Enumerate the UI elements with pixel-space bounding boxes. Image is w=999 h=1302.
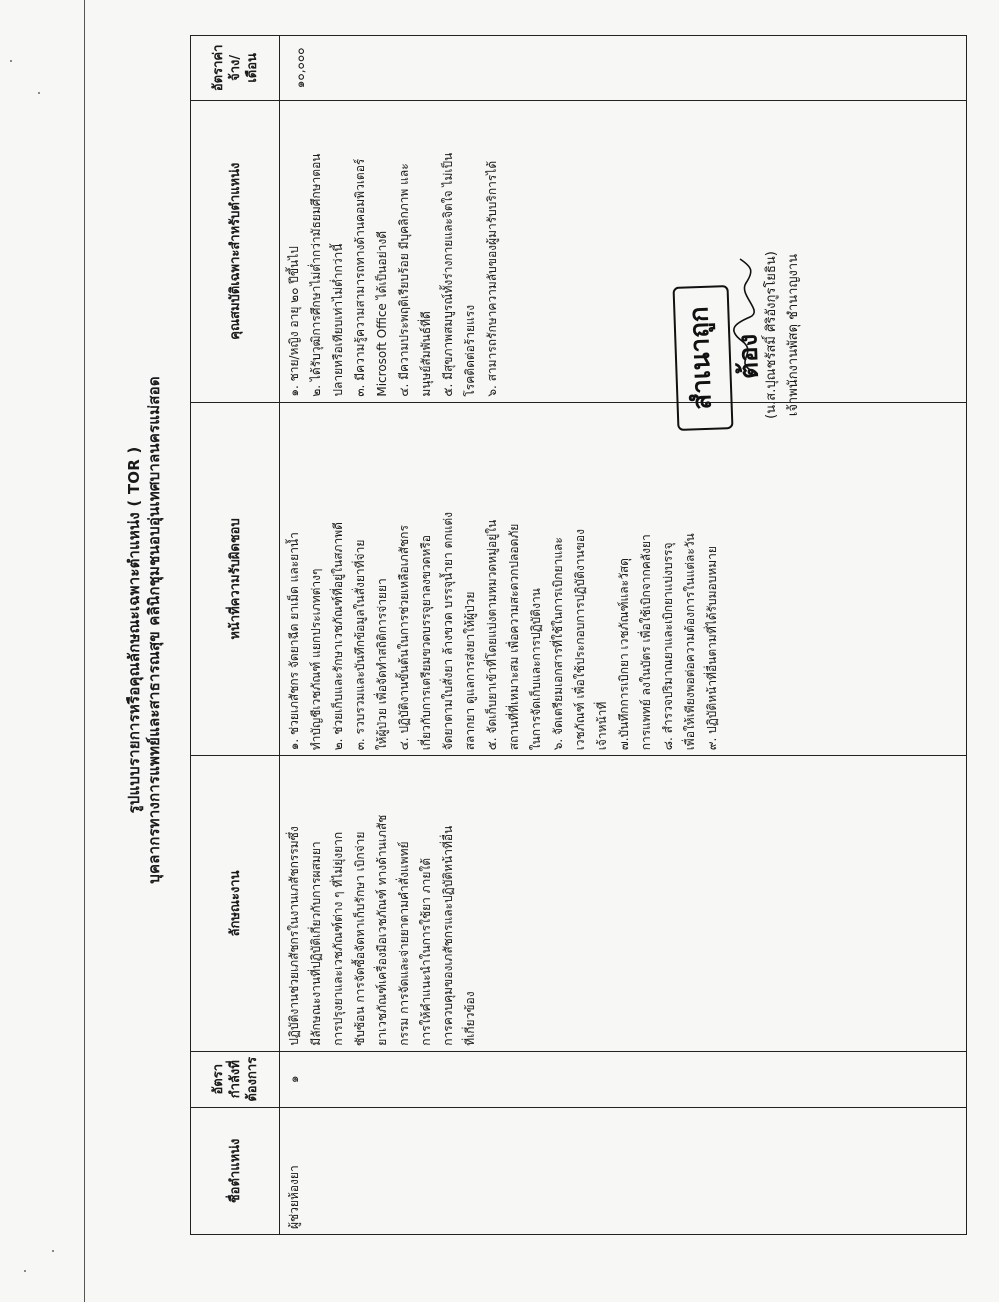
characteristics-line: ซับซ้อน การจัดซื้อจัดหาเก็บรักษา เบิกจ่าย bbox=[353, 831, 367, 1046]
duty-line: ในการจัดเก็บและการปฏิบัติงาน bbox=[529, 588, 543, 751]
scan-speck bbox=[52, 1250, 54, 1252]
scan-border-line bbox=[84, 0, 85, 1302]
duty-line: สลากยา ดูแลการส่งยาให้ผู้ป่วย bbox=[463, 591, 477, 751]
header-rate: อัตรากำลังที่ต้องการ bbox=[191, 1051, 280, 1107]
header-characteristics: ลักษณะงาน bbox=[191, 756, 280, 1051]
duty-line: จัดยาตามใบสั่งยา ล้างขวด บรรจุน้ำยา ตกแต่ง bbox=[441, 512, 455, 751]
tor-table bbox=[190, 35, 967, 1235]
characteristics-line: มีลักษณะงานที่ปฏิบัติเกี่ยวกับการผสมยา bbox=[309, 841, 323, 1046]
duty-line: ๓. รวบรวมและบันทึกข้อมูลในสั่งยาที่จ่าย bbox=[353, 539, 367, 751]
duty-line: เจ้าหน้าที่ bbox=[595, 701, 609, 751]
characteristics-line: กรรม การจัดและจ่ายยาตามคำสั่งแพทย์ bbox=[397, 841, 411, 1046]
scan-speck bbox=[24, 1270, 26, 1272]
duty-line: ทำบัญชีเวชภัณฑ์ แยกประเภทต่างๆ bbox=[309, 568, 323, 751]
characteristics-line: การให้คำแนะนำในการใช้ยา ภายใต้ bbox=[419, 857, 433, 1046]
duty-line: สถานที่ที่เหมาะสม เพื่อความสะดวกปลอดภัย bbox=[507, 523, 521, 751]
cell-duties bbox=[280, 402, 967, 756]
qualification-line: มนุษย์สัมพันธ์ที่ดี bbox=[419, 311, 433, 397]
duty-line: การแพทย์ ลงในบัตร เพื่อใช้เบิกจากคลังยา bbox=[639, 534, 653, 751]
qualification-line: Microsoft Office ได้เป็นอย่างดี bbox=[375, 230, 389, 397]
duty-line: ๒. ช่วยเก็บและรักษาเวชภัณฑ์ที่อยู่ในสภาพดี bbox=[331, 522, 345, 751]
cell-qualifications bbox=[280, 100, 967, 402]
duty-line: ๗.บันทึกการเบิกยา เวชภัณฑ์และวัสดุ bbox=[617, 558, 631, 751]
characteristics-line: ยาเวชภัณฑ์เครื่องมือเวชภัณฑ์ ทางด้านเภสัช bbox=[375, 814, 389, 1046]
qualification-line: ๑. ชาย/หญิง อายุ ๒๐ ปีขึ้นไป bbox=[287, 246, 301, 397]
characteristics-line: ปฏิบัติงานช่วยเภสัชกรในงานเภสัชกรรมซึ่ง bbox=[287, 826, 301, 1046]
cell-position: ผู้ช่วยห้องยา bbox=[280, 1107, 967, 1234]
characteristics-line: การปรุงยาและเวชภัณฑ์ต่าง ๆ ที่ไม่ยุ่งยาก bbox=[331, 831, 345, 1046]
characteristics-line: การควบคุมของเภสัชกรและปฏิบัติหน้าที่อื่น bbox=[441, 825, 455, 1046]
signer-title: เจ้าพนักงานพัสดุ ชำนาญงาน bbox=[786, 253, 801, 417]
header-salary: อัตราค่าจ้าง/เดือน bbox=[191, 36, 280, 101]
header-position: ชื่อตำแหน่ง bbox=[191, 1107, 280, 1234]
scan-speck bbox=[38, 92, 40, 94]
document-subtitle: บุคลากรทางการแพทย์และสาธารณสุข คลินิกชุมชนอบอุ่นเทศบาลนครแม่สอด bbox=[145, 376, 163, 884]
cell-characteristics bbox=[280, 756, 967, 1051]
duty-line: เกี่ยวกับการเตรียมขวดบรรจุยาลงขวดหรือ bbox=[419, 534, 433, 751]
header-duties: หน้าที่ความรับผิดชอบ bbox=[191, 402, 280, 756]
duty-line: ๔. ปฏิบัติงานขั้นต้นในการช่วยเหลือเภสัชกร bbox=[397, 525, 411, 751]
rotated-document-page bbox=[120, 25, 880, 1235]
cell-rate bbox=[280, 1051, 967, 1107]
duty-line: ๘. สำรวจปริมาณยาและเบิกยาแบ่งบรรจุ bbox=[661, 542, 675, 751]
duty-line: ๖. จัดเตรียมเอกสารที่ใช้ในการเบิกยาและ bbox=[551, 537, 565, 751]
qualification-line: ๔. มีความประพฤติเรียบร้อย มีบุคลิกภาพ และ bbox=[397, 163, 411, 397]
qualification-line: ๓. มีความรู้ความสามารถทางด้านคอมพิวเตอร์ bbox=[353, 158, 367, 397]
duty-line: ให้ผู้ป่วย เพื่อจัดทำสถิติการจ่ายยา bbox=[375, 578, 389, 751]
qualification-line: โรคติดต่อร้ายแรง bbox=[463, 304, 477, 397]
header-qualifications: คุณสมบัติเฉพาะสำหรับตำแหน่ง bbox=[191, 100, 280, 402]
cell-salary bbox=[280, 36, 967, 101]
document-title: รูปแบบรายการหรือคุณลักษณะเฉพาะตำแหน่ง ( TOR ) bbox=[125, 446, 143, 814]
salary-value: ๑๐,๐๐๐ bbox=[293, 47, 307, 89]
signer-name: (น.ส.ปุณชรัสมิ์ ศิริอังกูรโยธิน) bbox=[764, 251, 779, 419]
table-row bbox=[280, 36, 967, 1235]
table-header-row bbox=[191, 36, 280, 1235]
duty-line: ๕. จัดเก็บยาเข้าที่โดยแบ่งตามหมวดหมู่อยู่ใน bbox=[485, 519, 499, 751]
rate-value: ๑ bbox=[287, 1075, 301, 1084]
qualification-line: ๕. มีสุขภาพสมบูรณ์ทั้งร่างกายและจิตใจ ไม่เป็น bbox=[441, 152, 455, 397]
duty-line: ๑. ช่วยเภสัชกร จัดยาฉีด ยาเม็ด และยาน้ำ bbox=[287, 532, 301, 751]
handwritten-signature bbox=[730, 255, 760, 375]
duty-line: เวชภัณฑ์ เพื่อใช้ประกอบการปฏิบัติงานของ bbox=[573, 529, 587, 751]
certified-copy-stamp: สำเนาถูกต้อง bbox=[673, 285, 734, 431]
duty-line: ๙. ปฏิบัติหน้าที่อื่นตามที่ได้รับมอบหมาย bbox=[705, 546, 719, 751]
qualification-line: ๒. ได้รับวุฒิการศึกษาไม่ต่ำกว่ามัธยมศึกษาตอน bbox=[309, 153, 323, 397]
duty-line: เพื่อให้เพียงพอต่อความต้องการในแต่ละวัน bbox=[683, 533, 697, 751]
qualification-line: ปลายหรือเทียบเท่าไม่ต่ำกว่านี้ bbox=[331, 243, 345, 397]
scan-speck bbox=[10, 60, 12, 62]
characteristics-line: ที่เกี่ยวข้อง bbox=[463, 991, 477, 1046]
qualification-line: ๖. สามารถรักษาความลับของผู้มารับบริการได้ bbox=[485, 160, 499, 397]
